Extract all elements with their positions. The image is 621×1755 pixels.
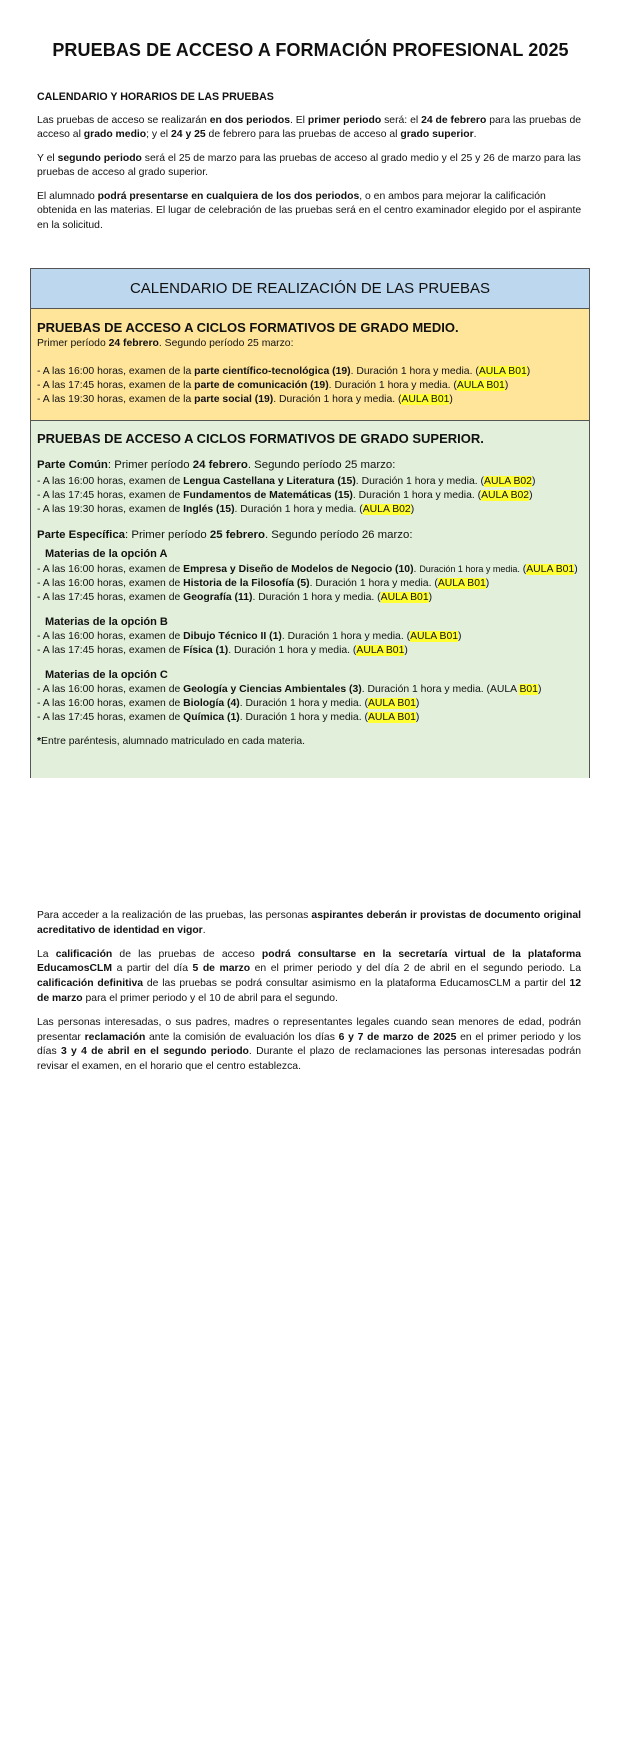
text-run: primer periodo — [307, 114, 382, 126]
text-run: ) — [485, 578, 490, 589]
text-run: . Duración 1 hora y media. ( — [350, 366, 479, 377]
text-run: - A las 16:00 horas, examen de — [37, 476, 184, 487]
text-run: Duración 1 hora y media. — [419, 564, 520, 574]
aula-badge: AULA B01 — [437, 578, 486, 589]
text-run: calificación — [55, 948, 113, 960]
text-run: . Duración 1 hora y media. ( — [309, 578, 438, 589]
aula-badge: AULA B01 — [380, 592, 429, 603]
outro-paragraph-3 — [37, 1016, 581, 1075]
exam-line — [37, 644, 583, 658]
aula-badge: AULA B01 — [367, 712, 416, 723]
text-run: parte social (19) — [194, 394, 274, 405]
text-run: . Segundo período 25 marzo: — [247, 459, 396, 471]
text-run: Geología y Ciencias Ambientales (3) — [183, 684, 362, 695]
text-run: El alumnado — [37, 190, 98, 202]
text-run: para las pruebas de acceso al — [37, 114, 582, 140]
grado-superior-title: PRUEBAS DE ACCESO A CICLOS FORMATIVOS DE GRADO SUPERIOR. — [37, 431, 484, 446]
text-run: Entre paréntesis, alumnado matriculado en cada materia. — [41, 736, 305, 747]
text-run: . Duración 1 hora y media. (AULA — [361, 684, 520, 695]
text-run: Historia de la Filosofía (5) — [183, 578, 310, 589]
text-run: . Duración 1 hora y media. ( — [239, 712, 368, 723]
text-run: - A las 16:00 horas, examen de — [37, 698, 184, 709]
calendar-header: CALENDARIO DE REALIZACIÓN DE LAS PRUEBAS — [31, 269, 589, 309]
text-run: . Segundo período 25 marzo: — [158, 338, 294, 349]
text-run: ante la comisión de evaluación los días — [145, 1031, 339, 1043]
text-run: ) — [404, 645, 408, 656]
aula-badge: AULA B02 — [481, 490, 530, 501]
option-a-heading: Materias de la opción A — [45, 548, 168, 560]
text-run: 6 y 7 de marzo de 2025 — [338, 1031, 457, 1043]
calendar-box — [30, 268, 590, 778]
text-run: - A las 17:45 horas, examen de — [37, 592, 184, 603]
text-run: . Duración 1 hora y media. ( — [234, 504, 363, 515]
text-run: Parte Específica — [37, 529, 126, 541]
text-run: ) — [529, 490, 533, 501]
aula-badge: AULA B01 — [526, 564, 575, 575]
text-run: - A las 19:30 horas, examen de — [37, 504, 184, 515]
text-run: será: el — [381, 114, 422, 126]
text-run: Geografía (11) — [183, 592, 253, 603]
text-run: ) — [410, 504, 415, 515]
text-run: - A las 17:45 horas, examen de — [37, 490, 184, 501]
exam-line — [37, 562, 583, 577]
text-run: ) — [574, 564, 578, 575]
text-run: Parte Común — [37, 459, 108, 471]
text-run: 25 febrero — [209, 529, 265, 541]
text-run: Física (1) — [183, 645, 229, 656]
aula-badge: AULA B02 — [484, 476, 532, 487]
exam-line — [37, 475, 583, 489]
text-run: ) — [415, 712, 420, 723]
text-run: Para acceder a la realización de las pruebas, las personas — [37, 910, 312, 921]
outro-paragraph-2 — [37, 948, 581, 1007]
text-run: 3 y 4 de abril en el segundo periodo — [60, 1046, 249, 1058]
text-run: reclamación — [84, 1031, 146, 1043]
text-run: - A las 17:45 horas, examen de — [37, 712, 184, 723]
text-run: . Duración 1 hora y media. ( — [281, 631, 411, 642]
text-run: Las pruebas de acceso se realizarán — [37, 114, 210, 126]
text-run: grado superior — [400, 129, 474, 140]
text-run: en dos periodos — [209, 114, 290, 126]
text-run: . El — [289, 114, 308, 126]
exam-line — [37, 591, 583, 605]
option-b-heading: Materias de la opción B — [45, 616, 168, 628]
text-run: ; y el — [146, 129, 171, 140]
text-run: Las personas interesadas, o sus padres, madres o representantes legales cuando sean menores de edad, podrán presentar — [37, 1016, 581, 1043]
text-run: 24 de febrero — [421, 114, 487, 126]
text-run: Química (1) — [183, 712, 240, 723]
text-run: . Duración 1 hora y media. ( — [352, 490, 482, 501]
intro-paragraph-2 — [37, 152, 585, 181]
text-run: en el primer periodo y los días — [37, 1031, 581, 1058]
grado-medio-dates — [37, 337, 583, 351]
text-run: 5 de marzo — [192, 963, 251, 975]
text-run: 24 febrero — [108, 338, 159, 349]
text-run: . — [202, 924, 206, 936]
text-run: . — [413, 564, 420, 575]
aula-badge: AULA B01 — [367, 698, 416, 709]
text-run: Dibujo Técnico II (1) — [183, 631, 282, 642]
aula-badge: AULA B01 — [410, 631, 459, 642]
outro-section — [37, 909, 581, 1084]
text-run: - A las 16:00 horas, examen de — [37, 564, 184, 575]
parte-especifica-heading — [37, 527, 583, 543]
text-run: ) — [526, 366, 531, 377]
aula-badge: AULA B02 — [362, 504, 411, 515]
option-c-heading: Materias de la opción C — [45, 669, 168, 681]
text-run: - A las 19:30 horas, examen de la — [37, 394, 195, 405]
text-run: ( — [519, 564, 527, 575]
aula-badge: AULA B01 — [356, 645, 405, 656]
intro-heading: CALENDARIO Y HORARIOS DE LAS PRUEBAS — [37, 91, 274, 103]
grado-medio-title: PRUEBAS DE ACCESO A CICLOS FORMATIVOS DE GRADO MEDIO. — [37, 320, 459, 335]
text-run: ) — [415, 698, 420, 709]
text-run: segundo periodo — [57, 152, 142, 164]
text-run: ) — [537, 684, 542, 695]
text-run: ) — [504, 380, 509, 391]
text-run: - A las 16:00 horas, examen de — [37, 684, 184, 695]
aula-badge: AULA B01 — [401, 394, 450, 405]
grado-medio-section — [31, 309, 589, 421]
text-run: . Duración 1 hora y media. ( — [273, 394, 402, 405]
outro-paragraph-1 — [37, 909, 581, 939]
intro-paragraph-1 — [37, 114, 585, 143]
text-run: - A las 16:00 horas, examen de — [37, 631, 184, 642]
text-run: parte de comunicación (19) — [194, 380, 329, 391]
text-run: * — [37, 736, 42, 747]
text-run: . Duración 1 hora y media. ( — [239, 698, 368, 709]
text-run: : Primer período — [107, 459, 193, 471]
text-run: de las pruebas de acceso — [112, 948, 262, 960]
exam-line — [37, 489, 583, 503]
text-run: Primer período — [37, 338, 109, 349]
text-run: será el 25 de marzo para las pruebas de acceso al grado medio y el 25 y 26 de marzo para las pruebas de acceso al grado superior. — [37, 152, 581, 178]
text-run: . Duración 1 hora y media. ( — [355, 476, 485, 487]
text-run: Biología (4) — [183, 698, 240, 709]
parte-comun-heading — [37, 457, 583, 473]
exam-line — [37, 379, 583, 393]
text-run: calificación definitiva — [37, 978, 144, 990]
text-run: Lengua Castellana y Literatura (15) — [183, 476, 356, 487]
text-run: - A las 17:45 horas, examen de la — [37, 380, 195, 391]
grado-superior-section — [31, 421, 589, 778]
text-run: ) — [458, 631, 462, 642]
text-run: : Primer período — [125, 529, 210, 541]
text-run: Empresa y Diseño de Modelos de Negocio (10) — [183, 564, 414, 575]
exam-line — [37, 683, 583, 697]
footnote — [37, 735, 583, 749]
text-run: . Duración 1 hora y media. ( — [252, 592, 381, 603]
text-run: 24 y 25 — [171, 129, 206, 140]
text-run: ) — [428, 592, 433, 603]
text-run: 12 de marzo — [37, 978, 581, 1004]
aula-badge: AULA B01 — [456, 380, 505, 391]
text-run: . Durante el plazo de reclamaciones las personas interesadas podrán revisar el examen, en el horario que el centro establezca. — [37, 1046, 581, 1073]
text-run: aspirantes deberán ir provistas de documento original acreditativo de identidad en vigor — [37, 910, 581, 936]
exam-line — [37, 577, 583, 591]
text-run: - A las 16:00 horas, examen de — [37, 578, 184, 589]
text-run: . Duración 1 hora y media. ( — [228, 645, 357, 656]
text-run: Y el — [37, 152, 58, 164]
exam-line — [37, 630, 583, 644]
aula-badge: B01 — [519, 684, 538, 695]
text-run: Inglés (15) — [183, 504, 235, 515]
text-run: ) — [531, 476, 536, 487]
text-run: , o en ambos para mejorar la calificación obtenida en las materias. El lugar de celebración de las pruebas será en el centro examinador elegido por el aspirante en la solicitud. — [37, 190, 582, 231]
text-run: . — [473, 129, 477, 140]
text-run: . Duración 1 hora y media. ( — [328, 380, 457, 391]
text-run: 24 febrero — [192, 459, 248, 471]
text-run: - A las 17:45 horas, examen de — [37, 645, 184, 656]
text-run: parte científico-tecnológica (19) — [194, 366, 351, 377]
page-title: PRUEBAS DE ACCESO A FORMACIÓN PROFESIONAL 2025 — [52, 40, 569, 60]
text-run: ) — [449, 394, 453, 405]
text-run: podrá presentarse en cualquiera de los dos periodos — [97, 190, 360, 202]
text-run: podrá consultarse en la secretaría virtual de la plataforma EducamosCLM — [37, 948, 581, 975]
intro-section — [37, 90, 585, 242]
intro-paragraph-3 — [37, 190, 585, 234]
text-run: para el primer periodo y el 10 de abril para el segundo. — [82, 992, 338, 1004]
text-run: La — [37, 948, 56, 960]
text-run: grado medio — [83, 129, 147, 140]
aula-badge: AULA B01 — [478, 366, 527, 377]
text-run: de febrero para las pruebas de acceso al — [205, 129, 401, 140]
exam-line — [37, 503, 583, 517]
text-run: Fundamentos de Matemáticas (15) — [183, 490, 353, 501]
exam-line — [37, 697, 583, 711]
exam-line — [37, 393, 583, 407]
exam-line — [37, 365, 583, 379]
text-run: . Segundo período 26 marzo: — [264, 529, 413, 541]
text-run: en el primer periodo y del día 2 de abril en el segundo periodo. La — [250, 963, 581, 975]
exam-line — [37, 711, 583, 725]
text-run: de las pruebas se podrá consultar asimismo en la plataforma EducamosCLM a partir del — [143, 978, 570, 990]
text-run: - A las 16:00 horas, examen de la — [37, 366, 195, 377]
text-run: a partir del día — [112, 963, 193, 975]
